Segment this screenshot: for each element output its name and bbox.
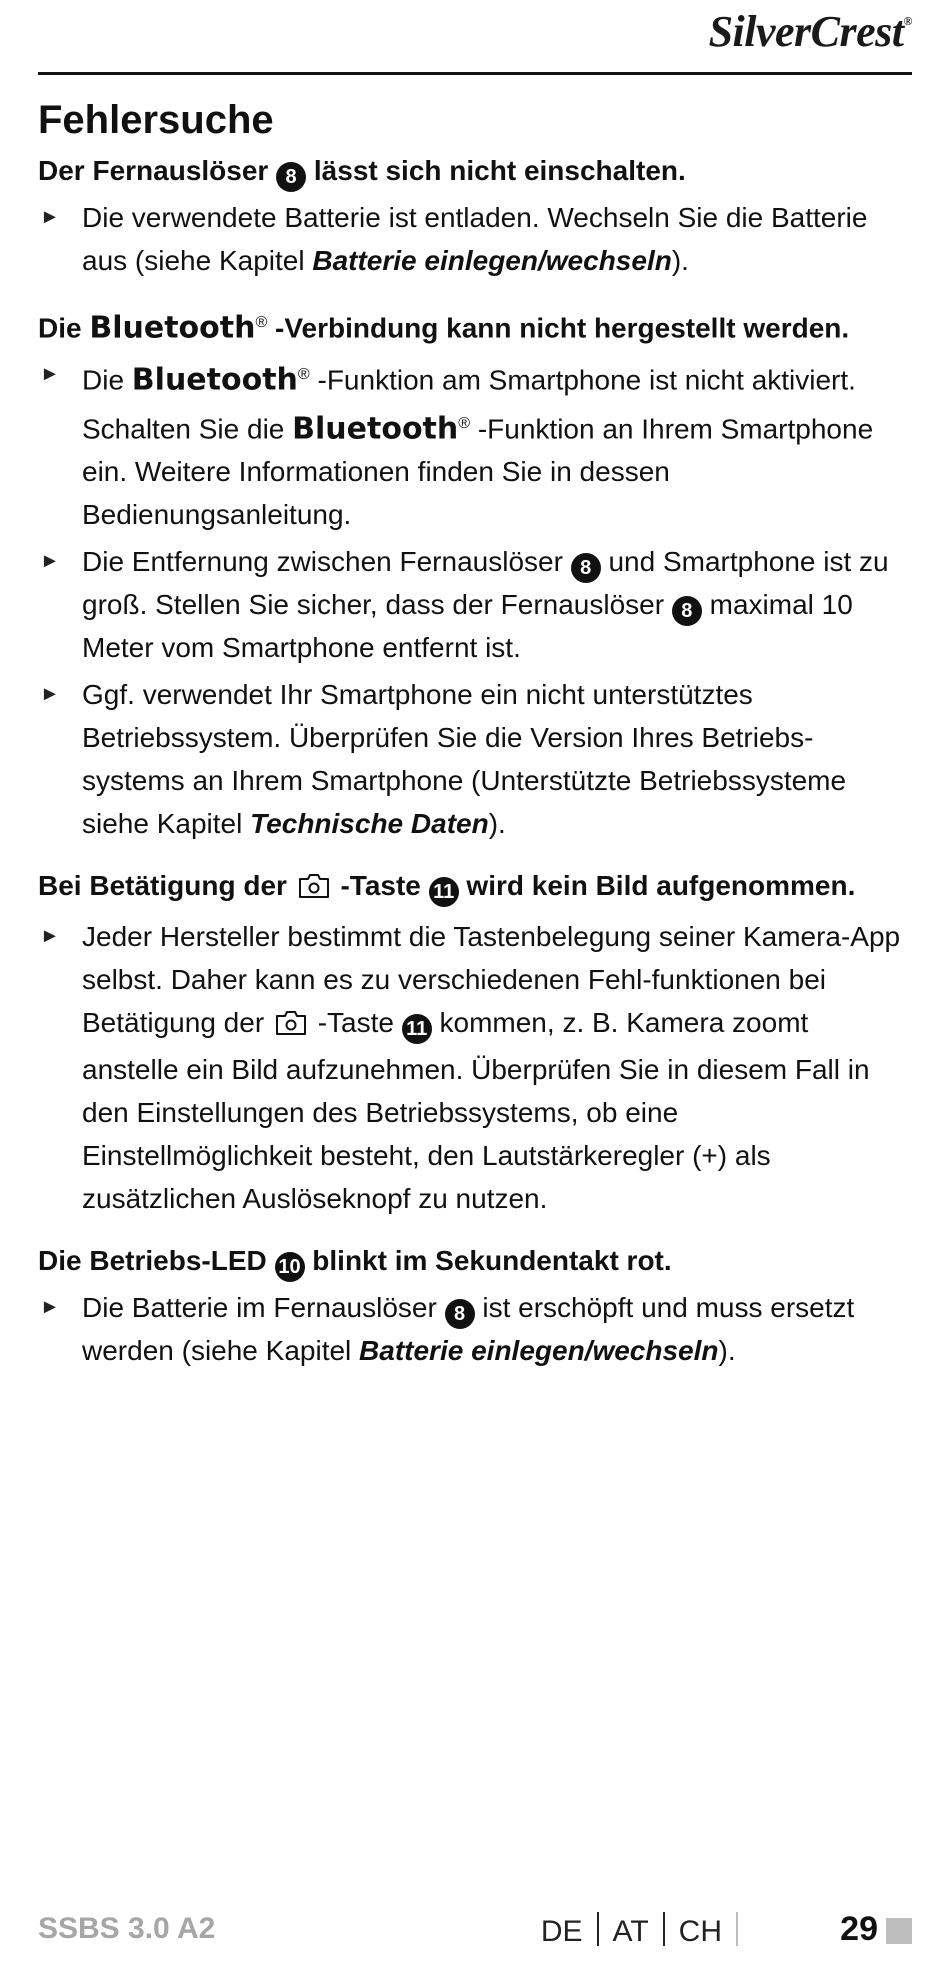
section-led-blinking [38, 1240, 912, 1372]
section-heading: Die Betriebs-LED 10 blinkt im Sekundentakt rot. [38, 1240, 912, 1282]
list-item: ► Die Bluetooth® -Funktion am Smartphone ist nicht aktiviert. Schalten Sie die Bluetooth® -Funktion an Ihrem Smartphone ein. Weitere Informationen finden Sie in dessen Bedienungsanleitung. [38, 353, 912, 536]
list-item: ► Die verwendete Batterie ist entladen. Wechseln Sie die Batterie aus (siehe Kapitel Batterie einlegen/wechseln). [38, 196, 912, 282]
camera-icon [297, 869, 331, 911]
arrow-right-icon: ► [40, 1295, 60, 1318]
page-marker-block [886, 1918, 912, 1944]
list-item: ► Die Entfernung zwischen Fernauslöser 8 und Smartphone ist zu groß. Stellen Sie sicher, dass der Fernauslöser 8 maximal 10 Meter vom Smartphone entfernt ist. [38, 540, 912, 669]
ref-number-badge: 8 [672, 596, 702, 626]
arrow-right-icon: ► [40, 682, 60, 705]
ref-number-badge: 10 [275, 1252, 305, 1282]
list-item: ► Die Batterie im Fernauslöser 8 ist erschöpft und muss ersetzt werden (siehe Kapitel Batterie einlegen/wechseln). [38, 1286, 912, 1372]
page-number: 29 [840, 1910, 878, 1948]
arrow-right-icon: ► [40, 363, 60, 386]
section-heading: Bei Betätigung der -Taste 11 wird kein Bild aufgenommen. [38, 865, 912, 911]
list-item: ► Ggf. verwendet Ihr Smartphone ein nicht unterstütztes Betriebssystem. Überprüfen Sie die Version Ihres Betriebs-systems an Ihrem Smartphone (Unterstützte Betriebssysteme siehe Kapitel Technische Daten). [38, 673, 912, 845]
section-camera-button [38, 865, 912, 1220]
list-item: ► Jeder Hersteller bestimmt die Tastenbelegung seiner Kamera-App selbst. Daher kann es zu verschiedenen Fehl-funktionen bei Betätigung der -Taste 11 kommen, z. B. Kamera zoomt anstelle ein Bild aufzunehmen. Überprüfen Sie in diesem Fall in den Einstellungen des Betriebssystems, ob eine Einstellmöglichkeit besteht, den Lautstärkeregler (+) als zusätzlichen Auslöseknopf zu nutzen. [38, 915, 912, 1220]
page-footer [38, 1912, 912, 1952]
chapter-reference: Batterie einlegen/wechseln [312, 245, 672, 276]
language-codes: DE AT CH [541, 1912, 752, 1949]
arrow-right-icon: ► [40, 206, 60, 228]
header-rule [38, 72, 912, 75]
ref-number-badge: 11 [429, 877, 459, 907]
section-remote-not-switching-on [38, 150, 912, 282]
ref-number-badge: 8 [571, 553, 601, 583]
arrow-right-icon: ► [40, 924, 60, 947]
brand-logo: SilverCrest® [708, 7, 912, 56]
page-title: Fehlersuche [38, 98, 274, 142]
main-content [38, 96, 912, 1392]
arrow-right-icon: ► [40, 549, 60, 572]
section-heading: Der Fernauslöser 8 lässt sich nicht einschalten. [38, 150, 912, 192]
ref-number-badge: 8 [445, 1299, 475, 1329]
chapter-reference: Batterie einlegen/wechseln [359, 1334, 719, 1366]
ref-number-badge: 11 [402, 1014, 432, 1044]
section-bluetooth-connection [38, 302, 912, 845]
section-heading: Die Bluetooth® -Verbindung kann nicht hergestellt werden. [38, 310, 850, 346]
chapter-reference: Technische Daten [250, 807, 489, 839]
ref-number-badge: 8 [276, 162, 306, 192]
camera-icon [274, 1005, 308, 1048]
model-number: SSBS 3.0 A2 [38, 1912, 216, 1945]
